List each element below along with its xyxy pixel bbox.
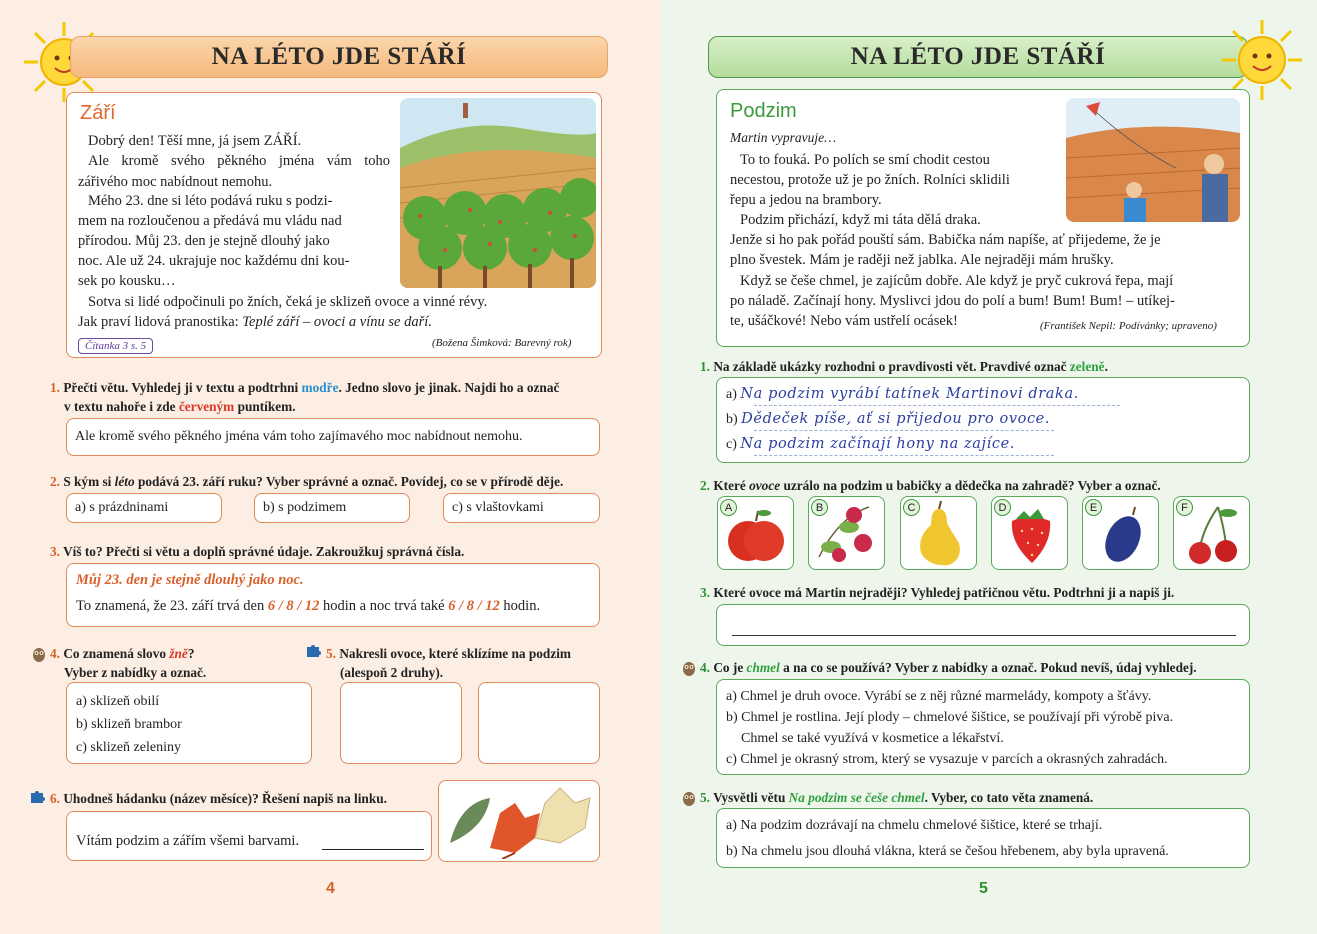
story-heading: Podzim	[730, 100, 797, 122]
question-text: Které ovoce má Martin nejraději? Vyhledej patřičnou větu. Podtrhni ji a napiš ji.	[713, 585, 1175, 600]
question-text: a na co se používá? Vyber z nabídky a označ. Pokud nevíš, údaj vyhledej.	[779, 660, 1197, 675]
question-text: Vysvětli větu	[713, 790, 789, 805]
question-text: ?	[187, 646, 195, 661]
question-number: 4.	[700, 660, 710, 675]
question-number: 5.	[326, 646, 336, 661]
question-5	[326, 644, 616, 682]
story-line: plno švestek. Mám je raději než jablka. Ale nejraději mám hrušky.	[730, 252, 1114, 268]
question-highlight: zeleně	[1069, 359, 1105, 374]
puzzle-icon	[306, 644, 322, 658]
question-highlight: Na podzim se češe chmel	[788, 790, 925, 805]
question-number: 4.	[50, 646, 60, 661]
question-text: Přečti větu. Vyhledej ji v textu a podtrhni	[63, 380, 302, 395]
q3-choice-night[interactable]: 6 / 8 / 12	[448, 598, 500, 614]
question-text: .	[1104, 359, 1108, 374]
question-5	[700, 788, 1300, 807]
question-text: Nakresli ovoce, které sklízíme na podzim	[339, 646, 571, 661]
q1-label: c)	[726, 437, 737, 452]
question-2	[50, 472, 610, 491]
riddle-text: Vítám podzim a zářím všemi barvami.	[76, 833, 300, 849]
story-line: přírodou. Můj 23. den je stejně dlouhý jako	[78, 233, 330, 249]
question-number: 2.	[700, 478, 710, 493]
question-4	[700, 658, 1300, 677]
writing-line	[754, 430, 1054, 431]
q4-option-c[interactable]: c) Chmel je okrasný strom, který se vysazuje v parcích a okrasných zahradách.	[726, 752, 1168, 767]
fruit-option-a[interactable]	[717, 496, 794, 570]
q1-sentence-a: Na podzim vyrábí tatínek Martinovi draka.	[740, 386, 1079, 402]
drawing-box-1[interactable]	[340, 682, 462, 764]
question-text: puntíkem.	[234, 399, 296, 414]
q3-text: To znamená, že 23. září trvá den	[76, 598, 268, 614]
question-number: 3.	[50, 544, 60, 559]
q3-text: hodin a noc trvá také	[319, 598, 449, 614]
question-text: v textu nahoře i zde	[64, 399, 179, 414]
question-text: Které	[713, 478, 750, 493]
q5-option-a[interactable]: a) Na podzim dozrávají na chmelu chmelové šištice, které se trhají.	[726, 818, 1103, 833]
question-number: 2.	[50, 474, 60, 489]
page-title: NA LÉTO JDE STÁŘÍ	[708, 36, 1248, 78]
q3-choice-day[interactable]: 6 / 8 / 12	[267, 598, 320, 614]
option-letter: B	[811, 499, 828, 516]
question-highlight: modře	[301, 380, 339, 395]
question-1	[700, 357, 1300, 376]
story-line: Mého 23. dne si léto podává ruku s podzi-	[88, 193, 333, 209]
story-source: (Božena Šimková: Barevný rok)	[432, 337, 572, 349]
question-number: 6.	[50, 791, 60, 806]
question-text: uzrálo na podzim u babičky a dědečka na zahradě? Vyber a označ.	[780, 478, 1161, 493]
owl-icon	[32, 646, 46, 662]
question-text: Co je	[713, 660, 747, 675]
story-source: (František Nepil: Podívánky; upraveno)	[1040, 320, 1217, 332]
owl-icon	[682, 790, 696, 806]
q3-line	[76, 598, 540, 615]
q3-sentence: Můj 23. den je stejně dlouhý jako noc.	[76, 572, 304, 588]
fruit-option-f[interactable]	[1173, 496, 1250, 570]
q4-option-b[interactable]: b) Chmel je rostlina. Její plody – chmelové šištice, se používají při výrobě piva.	[726, 710, 1174, 725]
story-line: Sotva si lidé odpočinuli po žních, čeká je sklizeň ovoce a vinné révy.	[88, 294, 488, 310]
q1-label: a)	[726, 387, 737, 402]
page-number: 5	[979, 880, 988, 897]
q1-sentence: Ale kromě svého pěkného jména vám toho zajímavého moc nabídnout nemohu.	[75, 429, 523, 444]
story-line: necestou, protože už je po žních. Rolníci sklidili	[730, 172, 1010, 188]
story-line: sek po kousku…	[78, 273, 176, 289]
story-line: Podzim přichází, když mi táta dělá draka.	[740, 212, 981, 228]
question-highlight: chmel	[746, 660, 780, 675]
question-text: Na základě ukázky rozhodni o pravdivosti vět. Pravdivé označ	[713, 359, 1070, 374]
kite-illustration	[1066, 98, 1240, 222]
question-4	[50, 644, 310, 682]
question-text: . Jedno slovo je jinak. Najdi ho a označ	[338, 380, 560, 395]
page-title: NA LÉTO JDE STÁŘÍ	[70, 36, 608, 78]
story-line	[78, 312, 432, 333]
question-italic: ovoce	[749, 478, 781, 493]
story-line: To to fouká. Po polích se smí chodit cestou	[740, 152, 990, 168]
answer-line[interactable]	[732, 635, 1236, 636]
q1-sentence-b: Dědeček píše, ať si přijedou pro ovoce.	[741, 411, 1051, 427]
q1-label: b)	[726, 412, 738, 427]
story-heading: Září	[80, 102, 116, 124]
right-page	[660, 0, 1317, 934]
q4-option-b-cont: Chmel se také využívá v kosmetice a lékařství.	[741, 731, 1004, 746]
story-line: po náladě. Začínají hony. Myslivci jdou do polí a bum! Bum! Bum! – utíkej-	[730, 293, 1175, 309]
question-highlight: červeným	[178, 399, 235, 414]
question-text: (alespoň 2 druhy).	[340, 665, 444, 680]
question-italic: léto	[114, 474, 135, 489]
option-letter: C	[903, 499, 920, 516]
question-text: Vyber z nabídky a označ.	[64, 665, 207, 680]
q4-option-a[interactable]: a) Chmel je druh ovoce. Vyrábí se z něj různé marmelády, kompoty a šťávy.	[726, 689, 1152, 704]
option-letter: A	[720, 499, 737, 516]
option-letter: F	[1176, 499, 1193, 516]
question-number: 5.	[700, 790, 710, 805]
question-number: 3.	[700, 585, 710, 600]
q5-option-b[interactable]: b) Na chmelu jsou dlouhá vlákna, která se češou hřebenem, aby byla upravená.	[726, 844, 1169, 859]
question-6	[50, 789, 440, 808]
question-3	[700, 583, 1300, 602]
option-letter: E	[1085, 499, 1102, 516]
q1-row-a[interactable]	[726, 386, 1079, 403]
fruit-option-e[interactable]	[1082, 496, 1159, 570]
fruit-option-c[interactable]	[900, 496, 977, 570]
question-text: Co znamená slovo	[63, 646, 170, 661]
question-number: 1.	[50, 380, 60, 395]
story-line: řepu a jedou na brambory.	[730, 192, 882, 208]
story-line: Když se češe chmel, je zajícům dobře. Ale když je pryč cukrová řepa, mají	[740, 273, 1174, 289]
q4-option-a[interactable]: a) sklizeň obilí	[76, 694, 160, 709]
story-line: Dobrý den! Těší mne, já jsem ZÁŘÍ.	[88, 133, 302, 149]
q1-row-b[interactable]	[726, 411, 1050, 428]
page-number: 4	[326, 880, 335, 897]
q1-row-c[interactable]	[726, 436, 1015, 453]
question-3	[50, 542, 610, 561]
q2-option-a[interactable]: a) s prázdninami	[66, 493, 222, 523]
q1-sentence-c: Na podzim začínají hony na zajíce.	[740, 436, 1015, 452]
leaves-illustration	[440, 783, 598, 859]
q2-option-b[interactable]: b) s podzimem	[254, 493, 410, 523]
owl-icon	[682, 660, 696, 676]
story-line: noc. Ale už 24. ukrajuje noc každému dni kou-	[78, 253, 350, 269]
citanka-link[interactable]: Čítanka 3 s. 5	[78, 338, 153, 354]
story-intro: Martin vypravuje…	[730, 130, 837, 145]
question-text: Víš to? Přečti si větu a doplň správné údaje. Zakroužkuj správná čísla.	[63, 544, 465, 559]
question-highlight: žně	[169, 646, 188, 661]
question-text: . Vyber, co tato věta znamená.	[924, 790, 1094, 805]
q2-option-c[interactable]: c) s vlaštovkami	[443, 493, 600, 523]
question-number: 1.	[700, 359, 710, 374]
q4-option-c[interactable]: c) sklizeň zeleniny	[76, 740, 181, 755]
q4-option-b[interactable]: b) sklizeň brambor	[76, 717, 182, 732]
fruit-option-b[interactable]	[808, 496, 885, 570]
question-1	[50, 378, 610, 416]
writing-line	[754, 455, 1054, 456]
story-text: Jak praví lidová pranostika:	[78, 314, 243, 330]
question-text: podává 23. září ruku? Vyber správné a označ. Povídej, co se v přírodě děje.	[134, 474, 564, 489]
drawing-box-2[interactable]	[478, 682, 600, 764]
q3-text: hodin.	[499, 598, 541, 614]
puzzle-icon	[30, 790, 46, 804]
q3-answer-box	[716, 604, 1250, 646]
fruit-option-d[interactable]	[991, 496, 1068, 570]
story-line: Jenže si ho pak pořád pouští sám. Babička nám napíše, ať přijedeme, že je	[730, 232, 1161, 248]
orchard-illustration	[400, 98, 596, 288]
option-letter: D	[994, 499, 1011, 516]
question-text: Uhodneš hádanku (název měsíce)? Řešení napiš na linku.	[63, 791, 387, 806]
story-paragraph: Ale kromě svého pěkného jména vám toho zářivého moc nabídnout nemohu.	[78, 153, 390, 190]
pranostika: Teplé září – ovoci a vínu se daří.	[242, 314, 432, 330]
story-line: te, ušáčkové! Nebo vám ustřelí ocásek!	[730, 313, 958, 329]
question-text: S kým si	[63, 474, 115, 489]
story-line: mem na rozloučenou a předává mu vládu nad	[78, 213, 342, 229]
answer-line[interactable]	[322, 849, 424, 850]
question-2	[700, 476, 1300, 495]
writing-line	[754, 405, 1120, 406]
q1-sentence-box[interactable]	[66, 418, 600, 456]
